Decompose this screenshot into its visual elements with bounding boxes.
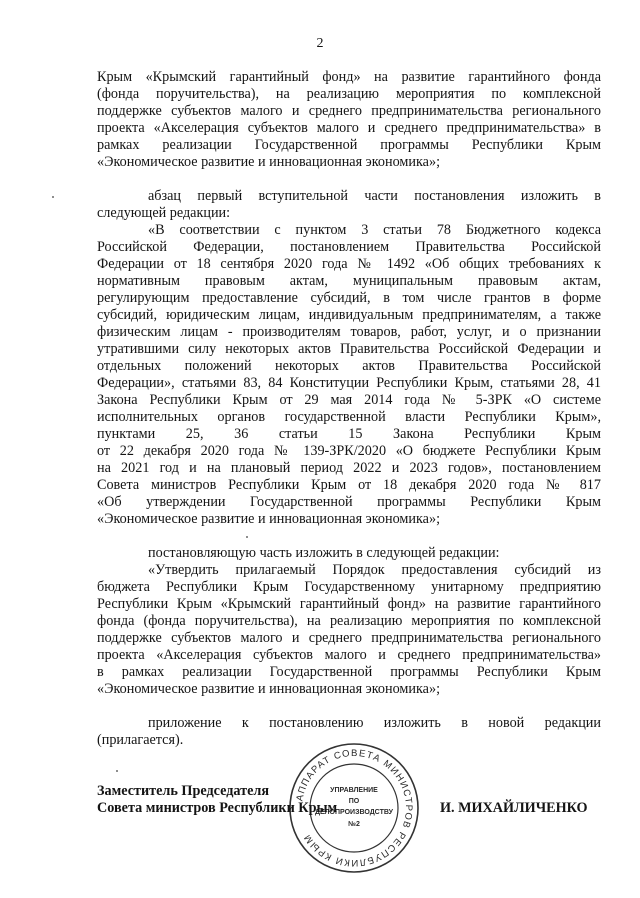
text-line: нормативным правовым актам, муниципальным правовым актам, bbox=[97, 273, 601, 289]
text-line: бюджета Республики Крым Государственному унитарному предприятию bbox=[97, 579, 601, 595]
text-line: фонда (фонда поручительства), на реализацию мероприятия по комплексной bbox=[97, 613, 601, 629]
text-line: проекта «Акселерация субъектов малого и среднего предпринимательства» в bbox=[97, 120, 601, 136]
signatory-position-line2: Совета министров Республики Крым bbox=[97, 800, 338, 816]
scan-speck bbox=[116, 770, 118, 772]
scan-speck bbox=[246, 536, 248, 538]
text-line: регулирующим предоставление субсидий, в том числе грантов в форме bbox=[97, 290, 601, 306]
text-line: пунктами 25, 36 статьи 15 Закона Республики Крым bbox=[97, 426, 601, 442]
text-line: Совета министров Республики Крым от 18 декабря 2020 года № 817 bbox=[97, 477, 601, 493]
text-line: Федерации от 18 сентября 2020 года № 1492 «Об общих требованиях к bbox=[97, 256, 601, 272]
text-line: «Об утверждении Государственной программы Республики Крым bbox=[97, 494, 601, 510]
text-line: в рамках реализации Государственной программы Республики Крым bbox=[97, 664, 601, 680]
text-line: постановляющую часть изложить в следующей редакции: bbox=[148, 545, 500, 561]
page-number: 2 bbox=[316, 36, 324, 51]
text-line: утратившими силу некоторых актов Правительства Российской Федерации и bbox=[97, 341, 601, 357]
text-line: исполнительных органов государственной власти Республики Крым», bbox=[97, 409, 601, 425]
text-line: «Экономическое развитие и инновационная экономика»; bbox=[97, 511, 441, 527]
text-line: «Экономическое развитие и инновационная экономика»; bbox=[97, 154, 441, 170]
text-line: приложение к постановлению изложить в новой редакции bbox=[148, 715, 601, 731]
text-line: Республики Крым «Крымский гарантийный фонд» на развитие гарантийного bbox=[97, 596, 601, 612]
svg-text:ПО: ПО bbox=[348, 798, 360, 805]
svg-text:№2: №2 bbox=[348, 821, 360, 828]
svg-text:ДЕЛОПРОИЗВОДСТВУ: ДЕЛОПРОИЗВОДСТВУ bbox=[314, 809, 394, 816]
text-line: Российской Федерации, постановлением Правительства Российской bbox=[97, 239, 601, 255]
text-line: отдельных положений некоторых актов Правительства Российской bbox=[97, 358, 601, 374]
text-line: поддержке субъектов малого и среднего предпринимательства регионального bbox=[97, 630, 601, 646]
text-line: следующей редакции: bbox=[97, 205, 231, 221]
text-line: Федерации», статьями 83, 84 Конституции Республики Крым, статьями 28, 41 bbox=[97, 375, 601, 391]
text-line: субсидий, юридическим лицам, индивидуальным предпринимателям, а также bbox=[97, 307, 601, 323]
text-line: рамках реализации Государственной программы Республики Крым bbox=[97, 137, 601, 153]
text-line: проекта «Акселерация субъектов малого и среднего предпринимательства» bbox=[97, 647, 601, 663]
svg-text:АППАРАТ СОВЕТА МИНИСТРОВ РЕСПУ: АППАРАТ СОВЕТА МИНИСТРОВ РЕСПУБЛИКИ КРЫМ bbox=[294, 747, 415, 869]
signatory-position-line1: Заместитель Председателя bbox=[97, 783, 270, 799]
text-line: физическим лицам - производителям товаров, работ, услуг, и о признании bbox=[97, 324, 601, 340]
text-line: (прилагается). bbox=[97, 732, 184, 748]
text-line: «Утвердить прилагаемый Порядок предоставления субсидий из bbox=[148, 562, 601, 578]
text-line: абзац первый вступительной части постановления изложить в bbox=[148, 188, 601, 204]
scan-speck bbox=[52, 196, 54, 198]
text-line: «Экономическое развитие и инновационная экономика»; bbox=[97, 681, 441, 697]
text-line: от 22 декабря 2020 года № 139-ЗРК/2020 «О бюджете Республики Крым bbox=[97, 443, 601, 459]
text-line: Закона Республики Крым от 29 мая 2014 года № 5-ЗРК «О системе bbox=[97, 392, 601, 408]
text-line: (фонда поручительства), на реализацию мероприятия по комплексной bbox=[97, 86, 601, 102]
text-line: на 2021 год и на плановый период 2022 и 2023 годов», постановлением bbox=[97, 460, 601, 476]
text-line: поддержке субъектов малого и среднего предпринимательства регионального bbox=[97, 103, 601, 119]
text-line: Крым «Крымский гарантийный фонд» на развитие гарантийного фонда bbox=[97, 69, 601, 85]
signatory-name: И. МИХАЙЛИЧЕНКО bbox=[440, 800, 588, 816]
text-line: «В соответствии с пунктом 3 статьи 78 Бюджетного кодекса bbox=[148, 222, 601, 238]
svg-text:УПРАВЛЕНИЕ: УПРАВЛЕНИЕ bbox=[330, 787, 378, 794]
